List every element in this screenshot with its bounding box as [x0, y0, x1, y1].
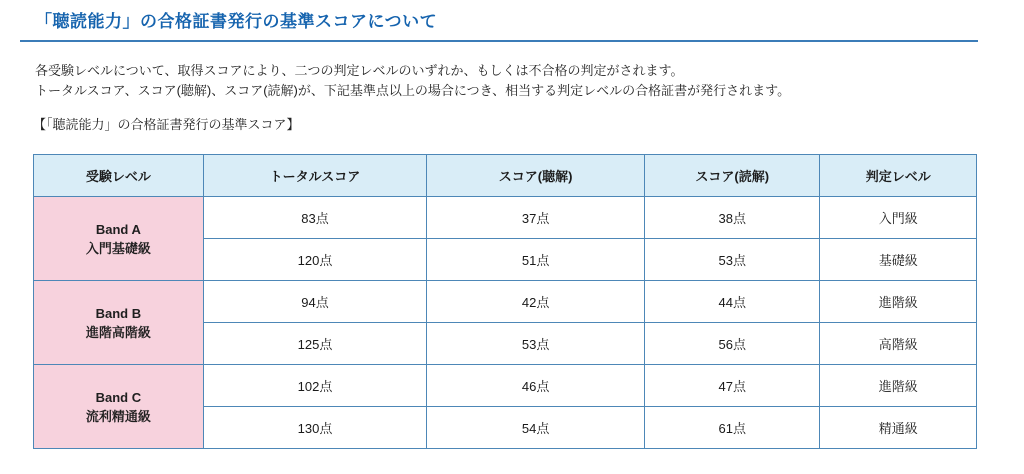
- page-title: 「聴読能力」の合格証書発行の基準スコアについて: [35, 12, 438, 31]
- table-row: [34, 281, 977, 323]
- judgment-level-cell: 入門級: [820, 197, 977, 239]
- score-criteria-table: [33, 154, 977, 449]
- listening-score-cell: 37点: [427, 197, 645, 239]
- header-listening-score: スコア(聴解): [427, 155, 645, 197]
- intro-paragraph: [35, 61, 790, 101]
- header-exam-level: 受験レベル: [34, 155, 204, 197]
- judgment-level-cell: 精通級: [820, 407, 977, 449]
- reading-score-cell: 38点: [645, 197, 820, 239]
- listening-score-cell: 46点: [427, 365, 645, 407]
- band-b-level-name: 進階高階級: [85, 324, 151, 340]
- total-score-cell: 94点: [203, 281, 426, 323]
- band-b-cell: [34, 281, 204, 365]
- reading-score-cell: 44点: [645, 281, 820, 323]
- total-score-cell: 83点: [203, 197, 426, 239]
- listening-score-cell: 51点: [427, 239, 645, 281]
- judgment-level-cell: 進階級: [820, 365, 977, 407]
- table-row: [34, 197, 977, 239]
- judgment-level-cell: 進階級: [820, 281, 977, 323]
- reading-score-cell: 47点: [645, 365, 820, 407]
- band-a-level-name: 入門基礎級: [85, 240, 151, 256]
- listening-score-cell: 42点: [427, 281, 645, 323]
- header-row: [34, 155, 977, 197]
- total-score-cell: 125点: [203, 323, 426, 365]
- header-judgment-level: 判定レベル: [820, 155, 977, 197]
- band-c-level-name: 流利精通級: [85, 408, 151, 424]
- judgment-level-cell: 基礎級: [820, 239, 977, 281]
- reading-score-cell: 53点: [645, 239, 820, 281]
- header-total-score: トータルスコア: [203, 155, 426, 197]
- total-score-cell: 102点: [203, 365, 426, 407]
- total-score-cell: 130点: [203, 407, 426, 449]
- band-c-cell: [34, 365, 204, 449]
- total-score-cell: 120点: [203, 239, 426, 281]
- band-b-name: Band B: [95, 305, 142, 321]
- header-reading-score: スコア(読解): [645, 155, 820, 197]
- listening-score-cell: 53点: [427, 323, 645, 365]
- judgment-level-cell: 高階級: [820, 323, 977, 365]
- band-c-name: Band C: [95, 389, 142, 405]
- intro-line-1: 各受験レベルについて、取得スコアにより、二つの判定レベルのいずれか、もしくは不合格の判定がされます。: [35, 63, 684, 78]
- reading-score-cell: 56点: [645, 323, 820, 365]
- title-underline-divider: [20, 40, 978, 42]
- reading-score-cell: 61点: [645, 407, 820, 449]
- intro-line-2: トータルスコア、スコア(聴解)、スコア(読解)が、下記基準点以上の場合につき、相当する判定レベルの合格証書が発行されます。: [35, 83, 791, 98]
- listening-score-cell: 54点: [427, 407, 645, 449]
- table-row: [34, 365, 977, 407]
- table-caption: 【「聴読能力」の合格証書発行の基準スコア】: [33, 117, 300, 132]
- band-a-cell: [34, 197, 204, 281]
- band-a-name: Band A: [95, 221, 141, 237]
